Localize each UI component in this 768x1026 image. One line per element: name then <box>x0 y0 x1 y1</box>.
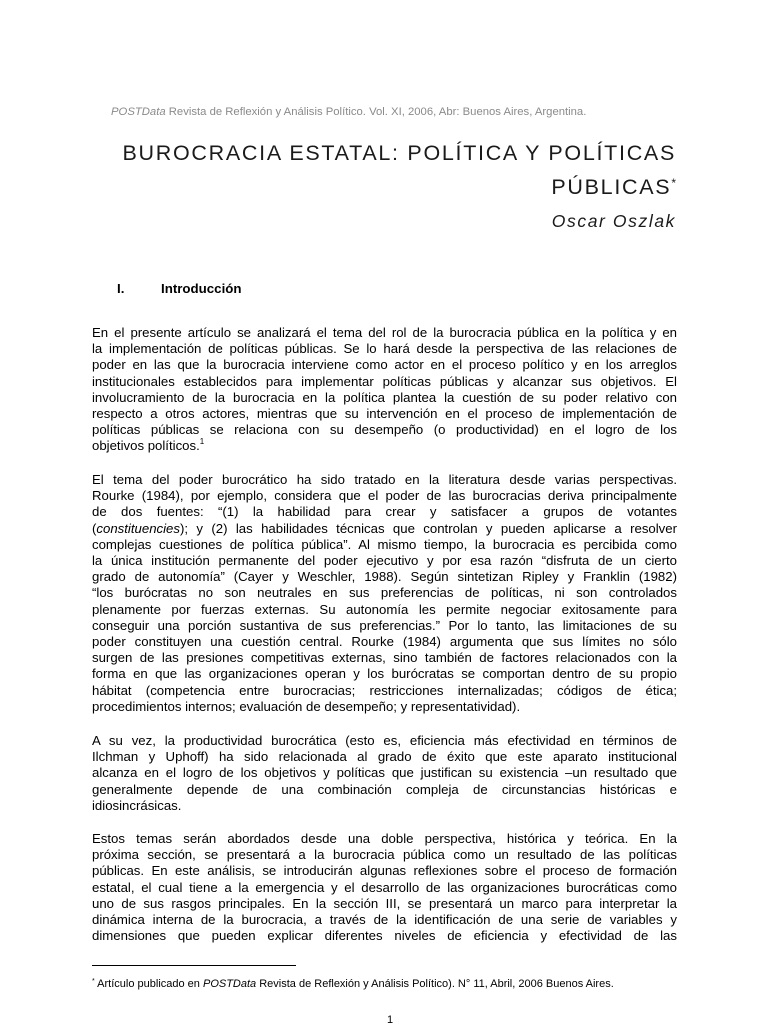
author-name: Oscar Oszlak <box>551 211 676 231</box>
title-line-2: PÚBLICAS <box>551 175 672 199</box>
text-line: complejas cuestiones de política pública”. Al mismo tiempo, la burocracia es percibida como <box>92 536 677 552</box>
section-title: Introducción <box>161 281 242 296</box>
footnote <box>92 978 614 990</box>
text-line: políticas públicas se relaciona con su desempeño (o productividad) en el logro de los <box>92 422 677 438</box>
text-line: hábitat (competencia entre burocracias; restricciones internalizadas; códigos de ética; <box>92 682 677 698</box>
text-line: Rourke (1984), por ejemplo, considera que el poder de las burocracias deriva principalmente <box>92 488 677 504</box>
text-line: grado de autonomía” (Cayer y Weschler, 1988). Según sintetizan Ripley y Franklin (1982) <box>92 569 677 585</box>
text-line: poder en las que la burocracia interviene como actor en el proceso político y en los arreglos <box>92 357 677 373</box>
text-line: alcanza en el logro de los objetivos y políticas que justifican su existencia –un resultado que <box>92 765 677 781</box>
title-footnote-mark: * <box>671 176 676 190</box>
footnote-divider <box>92 965 296 966</box>
text-line: dimensiones que pueden explicar diferentes niveles de eficiencia y efectividad de las <box>92 928 677 944</box>
text-line: respecto a otros actores, mientras que su intervención en el proceso de implementación de <box>92 406 677 422</box>
text-line: dinámica interna de la burocracia, a través de la identificación de una serie de variables y <box>92 912 677 928</box>
text-line: En el presente artículo se analizará el tema del rol de la burocracia pública en la política y en <box>92 325 677 340</box>
paragraph-1 <box>92 325 677 455</box>
page-number: 1 <box>387 1014 394 1026</box>
journal-details: Revista de Reflexión y Análisis Político. Vol. XI, 2006, Abr: Buenos Aires, Argentina. <box>165 106 587 118</box>
text-line: surgen de las presiones competitivas externas, sino también de factores relacionados con la <box>92 650 677 666</box>
text-line: “los burócratas no son neutrales en sus preferencias de políticas, ni son controlados <box>92 585 677 601</box>
text-line: de dos fuentes: “(1) la habilidad para crear y satisfacer a grupos de votantes <box>92 504 677 520</box>
italic-term: constituencies <box>96 520 180 536</box>
footnote-mark: * <box>92 978 95 985</box>
text-line: Ilchman y Uphoff) ha sido relacionada al grado de éxito que este aparato institucional <box>92 749 677 765</box>
text-line: idiosincrásicas. <box>92 797 182 813</box>
text-line: generalmente depende de una combinación compleja de circunstancias históricas e <box>92 781 677 797</box>
section-heading <box>117 281 242 296</box>
text-line: conseguir una porción sustantiva de sus preferencias.” Por lo tanto, las limitaciones de su <box>92 617 677 633</box>
journal-name: POSTData <box>111 106 166 118</box>
text-line: la implementación de políticas públicas. Se lo hará desde la perspectiva de las relaciones de <box>92 341 677 357</box>
footnote-ref: 1 <box>199 437 205 447</box>
text-line: involucramiento de la burocracia en la política plantea la cuestión de su poder relativo con <box>92 389 677 405</box>
text-line: estatal, el cual tiene a la emergencia y el desarrollo de las organizaciones burocráticas como <box>92 879 677 895</box>
text-line: procedimientos internos; evaluación de desempeño; y representatividad). <box>92 698 521 714</box>
paragraph-2 <box>92 472 677 715</box>
text-line <box>92 438 677 454</box>
text-fragment: ); y (2) las habilidades técnicas que controlan y pueden aplicarse a resolver <box>179 520 677 536</box>
text-line: la única institución permanente del poder ejecutivo y por esa razón “disfruta de un cierto <box>92 553 677 569</box>
text-line: públicas. En este análisis, se introducirán algunas reflexiones sobre el proceso de formación <box>92 863 677 879</box>
text-line: poder constituyen una cuestión central. Rourke (1984) argumenta que sus límites no sólo <box>92 634 677 650</box>
text-line: institucionales establecidos para implementar políticas públicas y alcanzar sus objetivos. El <box>92 373 677 389</box>
paragraph-3 <box>92 733 677 814</box>
text-line: uno de sus rasgos principales. En la sección III, se presentará un marco para interpretar la <box>92 895 677 911</box>
footnote-journal: POSTData <box>202 978 257 990</box>
text-line: El tema del poder burocrático ha sido tratado en la literatura desde varias perspectivas. <box>92 472 677 487</box>
title-line-1: BUROCRACIA ESTATAL: POLÍTICA Y POLÍTICAS <box>122 141 676 165</box>
journal-header <box>111 106 586 118</box>
text-line <box>92 521 677 537</box>
text-line: forma en que las organizaciones operan y los burócratas se comportan dentro de su propio <box>92 666 677 682</box>
footnote-text: Artículo publicado en <box>94 978 203 990</box>
text-fragment: ( <box>92 520 97 536</box>
article-title <box>116 138 676 202</box>
text-fragment: objetivos políticos. <box>92 438 200 454</box>
text-line: plenamente por fuerzas externas. Su autonomía les permite negociar exitosamente para <box>92 601 677 617</box>
text-line: A su vez, la productividad burocrática (esto es, eficiencia más efectividad en términos de <box>92 733 677 748</box>
section-number: I. <box>117 281 125 296</box>
footnote-text: Revista de Reflexión y Análisis Político). N° 11, Abril, 2006 Buenos Aires. <box>256 978 614 990</box>
paragraph-4 <box>92 831 677 944</box>
text-line: próxima sección, se presentará a la burocracia pública como un resultado de las políticas <box>92 847 677 863</box>
text-line: Estos temas serán abordados desde una doble perspectiva, histórica y teórica. En la <box>92 831 677 846</box>
